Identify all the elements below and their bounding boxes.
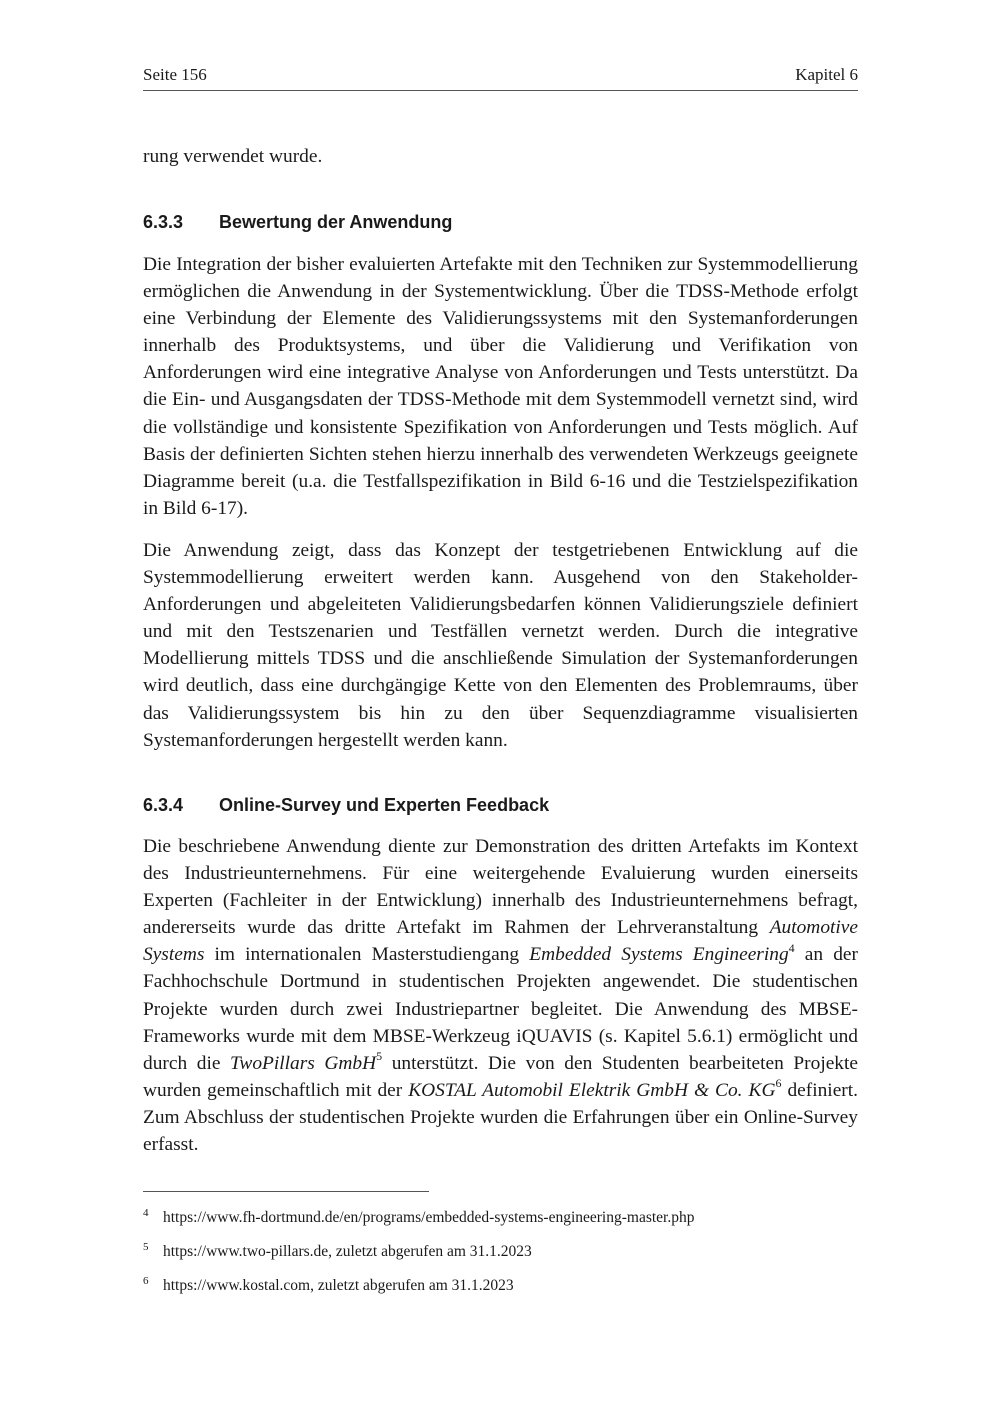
footnote-ref[interactable]: 5: [376, 1049, 383, 1064]
footnote-mark: 5: [143, 1241, 149, 1253]
section-heading-6-3-4: [143, 795, 549, 816]
footnote-mark: 4: [143, 1207, 149, 1219]
chapter-label: Kapitel 6: [795, 65, 858, 84]
intro-fragment: rung verwendet wurde.: [143, 146, 323, 167]
section-number: 6.3.4: [143, 795, 184, 815]
page-header: [143, 64, 858, 91]
footnote: [143, 1277, 514, 1295]
footnote-ref[interactable]: 6: [775, 1076, 782, 1091]
section-number: 6.3.3: [143, 212, 184, 232]
section-title: Online-Survey und Experten Feedback: [219, 795, 550, 815]
paragraph-6-3-3-1: Die Integration der bisher evaluierten Artefakte mit den Techniken zur Systemmodellierung ermöglichen die Anwendung in der Systementwicklung. Über die TDSS-Methode erfolgt eine Verbindung der Elemente des Validierungssystems mit den Systemanforderungen innerhalb des Produktsystems, und über die Validierung und Verifikation von Anforderungen wird eine integrative Analyse von Anforderungen und Tests unterstützt. Da die Ein- und Ausgangsdaten der TDSS-Methode mit dem Systemmodell vernetzt sind, wird die vollständige und konsistente Spezifikation von Anforderungen und Tests möglich. Auf Basis der definierten Sichten stehen hierzu innerhalb des verwendeten Werkzeugs geeignete Diagramme bereit (u.a. die Testfallspezifikation in Bild 6-16 und die Testzielspezifikation in Bild 6-17).: [143, 254, 858, 519]
italic-course-name: Automotive Systems: [143, 917, 858, 966]
section-title: Bewertung der Anwendung: [219, 212, 453, 232]
footnote-ref[interactable]: 4: [788, 940, 795, 955]
footnote-link[interactable]: https://www.kostal.com, zuletzt abgerufen am 31.1.2023: [163, 1277, 514, 1294]
italic-company-name: TwoPillars GmbH: [230, 1052, 377, 1074]
paragraph-6-3-3-2: Die Anwendung zeigt, dass das Konzept der testgetriebenen Entwicklung auf die Systemmodellierung erweitert werden kann. Ausgehend von den Stakeholder-Anforderungen und abgeleiteten Validierungsbedarfen können Validierungsziele definiert und mit den Testszenarien und Testfällen vernetzt werden. Durch die integrative Modellierung mittels TDSS und die anschließende Simulation der Systemanforderungen wird deutlich, dass eine durchgängige Kette von den Elementen des Problemraums, über das Validierungssystem bis hin zu den über Sequenzdiagramme visualisierten Systemanforderungen hergestellt werden kann.: [143, 540, 858, 751]
italic-company-name: KOSTAL Automobil Elektrik GmbH & Co. KG: [408, 1079, 776, 1101]
footnote-mark: 6: [143, 1275, 149, 1287]
footnote-divider: [143, 1191, 429, 1192]
footnote-link[interactable]: https://www.two-pillars.de, zuletzt abgerufen am 31.1.2023: [163, 1243, 532, 1260]
footnote-link[interactable]: https://www.fh-dortmund.de/en/programs/embedded-systems-engineering-master.php: [163, 1209, 695, 1226]
footnote: [143, 1243, 532, 1261]
italic-program-name: Embedded Systems Engineering: [529, 944, 789, 966]
page-number: Seite 156: [143, 65, 207, 84]
paragraph-6-3-4-1: Die beschriebene Anwendung diente zur Demonstration des dritten Artefakts im Kontext des Industrieunternehmens. Für eine weitergehende Evaluierung wurden einerseits Experten (Fachleiter in der Entwicklung) innerhalb des Industrieunternehmens befragt, andererseits wurde das dritte Artefakt im Rahmen der Lehrveranstaltung Automotive Systems im internationalen Masterstudiengang Embedded Systems Engineering$^4$ an der Fachhochschule Dortmund in studentischen Projekten angewendet. Die studentischen Projekte wurden durch zwei Industriepartner begleitet. Die Anwendung des MBSE-Frameworks wurde mit dem MBSE-Werkzeug iQUAVIS (s. Kapitel 5.6.1) ermöglicht und durch die TwoPillars GmbH$^5$ unterstützt. Die von den Studenten bearbeiteten Projekte wurden gemeinschaftlich mit der KOSTAL Automobil Elektrik GmbH & Co. $KG^6$ definiert. Zum Abschluss der studentischen Projekte wurden die Erfahrungen über ein Online-Survey erfasst.: [143, 836, 859, 1156]
section-heading-6-3-3: [143, 212, 452, 233]
footnote: [143, 1209, 694, 1227]
